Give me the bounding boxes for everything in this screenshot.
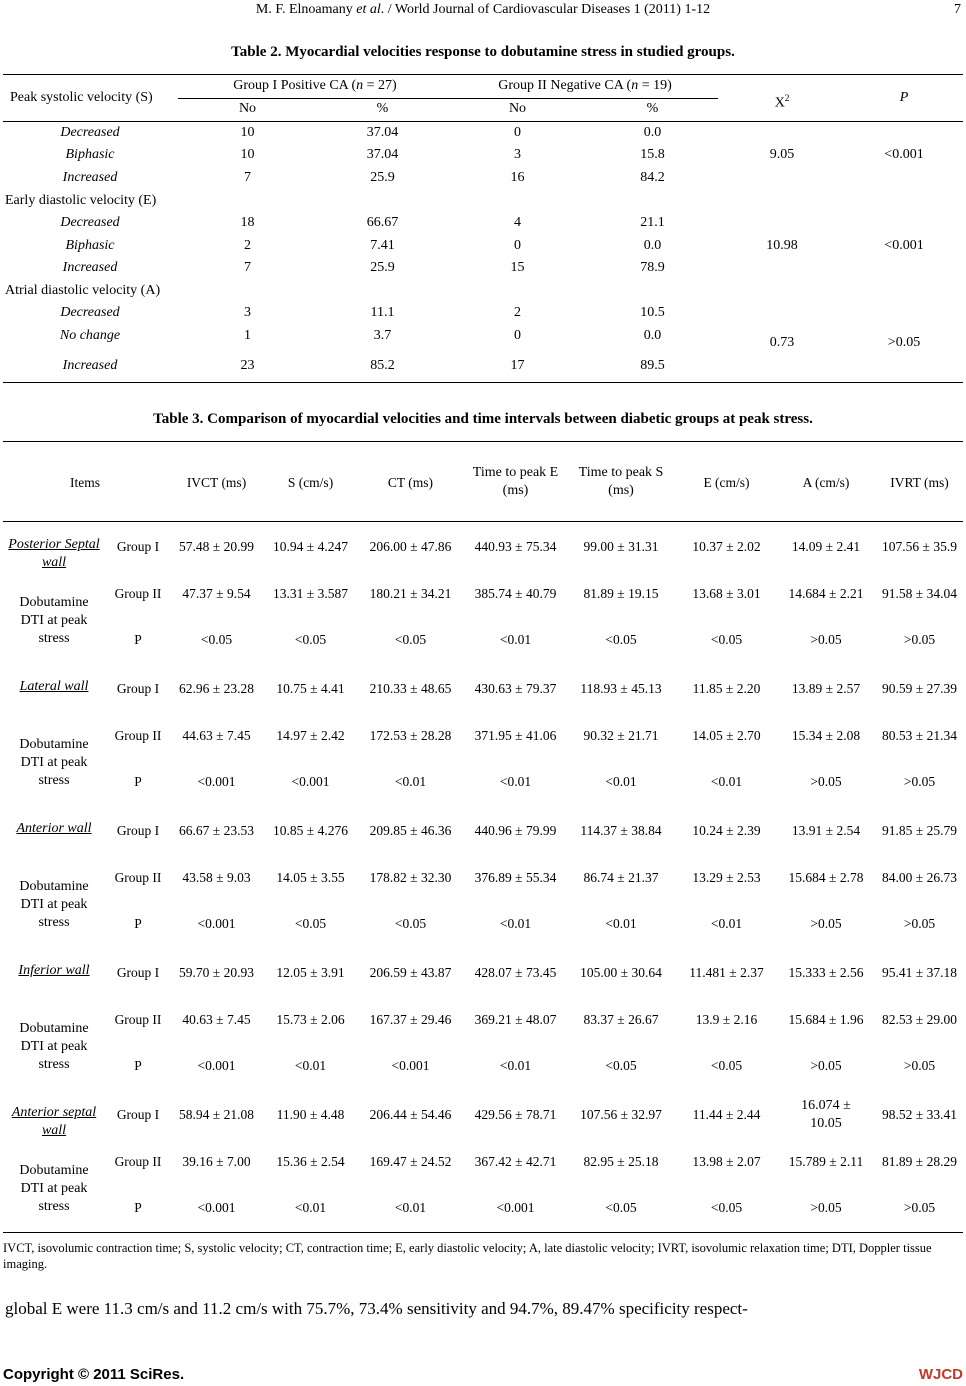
header-author: M. F. Elnoamany (255, 2, 353, 17)
table-cell: >0.05 (810, 632, 842, 647)
g2-n: n (631, 78, 639, 93)
t2-cell: 2 (514, 305, 521, 320)
t2-cell: 16 (510, 170, 525, 185)
table3-caption: Table 3. Comparison of myocardial velocities and time intervals between diabetic groups at peak stress. (153, 411, 813, 427)
table-cell: <0.05 (294, 916, 327, 931)
table-cell: 44.63 ± 7.45 (182, 728, 251, 743)
t2-cell: 0.0 (643, 125, 662, 140)
table-cell: <0.05 (710, 1200, 743, 1215)
table-cell: <0.01 (394, 774, 427, 789)
table-cell: <0.01 (394, 1200, 427, 1215)
table-cell: 11.481 ± 2.37 (689, 965, 764, 980)
segment-name: Lateral wall (19, 679, 89, 694)
t3-header-ivrt: IVRT (ms) (890, 475, 949, 490)
t2-cell: 10 (240, 147, 255, 162)
group-label: Group II (114, 1012, 162, 1027)
table-cell: 13.91 ± 2.54 (791, 823, 861, 838)
table-cell: 14.05 ± 2.70 (692, 728, 761, 743)
g1-n: n (356, 78, 364, 93)
table-cell: 47.37 ± 9.54 (182, 586, 251, 601)
t2-row-label: Increased (62, 358, 118, 373)
t2-cell: 10 (240, 125, 255, 140)
table-cell: 206.59 ± 43.87 (369, 965, 452, 980)
table-cell: <0.05 (294, 632, 327, 647)
t2-cell: 15 (510, 260, 525, 275)
table-cell: <0.01 (499, 774, 532, 789)
table-cell: 15.333 ± 2.56 (788, 965, 864, 980)
dobutamine-label: Dobutamine DTI at peak stress (19, 1163, 89, 1214)
t3-header-items: Items (70, 475, 100, 490)
table-cell: 180.21 ± 34.21 (369, 586, 452, 601)
g1-b: = 27) (363, 78, 397, 93)
table-cell: 12.05 ± 3.91 (276, 965, 345, 980)
t2-cell: 37.04 (366, 125, 399, 140)
t2-p-value: >0.05 (887, 335, 921, 350)
table3-bottom-rule (3, 1232, 963, 1233)
table-cell: <0.01 (499, 632, 532, 647)
table-cell: <0.001 (197, 774, 236, 789)
journal-abbr: WJCD (918, 1366, 963, 1383)
table-cell: 15.36 ± 2.54 (276, 1154, 345, 1169)
t2-cell: 0.0 (643, 328, 662, 343)
table-cell: 206.44 ± 54.46 (369, 1107, 452, 1122)
table2-g2-no: No (508, 101, 527, 116)
x2-sup: 2 (784, 93, 790, 103)
group-label: Group I (116, 681, 160, 696)
t2-cell: 15.8 (640, 147, 665, 162)
table-cell: 43.58 ± 9.03 (182, 870, 251, 885)
t3-header-tpe: Time to peak E (ms) (472, 465, 559, 498)
table-cell: >0.05 (810, 1058, 842, 1073)
table-cell: 80.53 ± 21.34 (882, 728, 957, 743)
table-cell: <0.05 (394, 632, 427, 647)
table-cell: 16.074 ± 10.05 (801, 1098, 851, 1131)
table-cell: 98.52 ± 33.41 (882, 1107, 957, 1122)
table-cell: 82.53 ± 29.00 (882, 1012, 957, 1027)
table-cell: 178.82 ± 32.30 (369, 870, 452, 885)
table-cell: 440.96 ± 79.99 (474, 823, 557, 838)
header-journal: . / World Journal of Cardiovascular Diseases 1 (2011) 1-12 (380, 2, 711, 17)
t2-p-value: <0.001 (884, 147, 924, 162)
table-cell: <0.001 (197, 1200, 236, 1215)
page-header (0, 0, 966, 22)
table2-x2-header (720, 89, 844, 113)
table2-top-rule (3, 74, 963, 75)
table-cell: 367.42 ± 42.71 (474, 1154, 557, 1169)
table-cell: 13.98 ± 2.07 (692, 1154, 761, 1169)
t3-header-s: S (cm/s) (287, 475, 334, 490)
table-cell: 91.58 ± 34.04 (882, 586, 957, 601)
t2-cell: 89.5 (640, 358, 665, 373)
table-cell: <0.001 (197, 916, 236, 931)
header-etal: et al (356, 2, 381, 17)
table-cell: 15.34 ± 2.08 (791, 728, 861, 743)
table-cell: 15.684 ± 1.96 (788, 1012, 864, 1027)
table-cell: 39.16 ± 7.00 (182, 1154, 251, 1169)
table-cell: 169.47 ± 24.52 (369, 1154, 452, 1169)
t2-x2-value: 10.98 (766, 238, 798, 253)
table-cell: 15.789 ± 2.11 (788, 1154, 864, 1169)
g2-b: = 19) (638, 78, 672, 93)
table-cell: 40.63 ± 7.45 (182, 1012, 251, 1027)
table-cell: 107.56 ± 35.9 (882, 539, 957, 554)
group-label: Group I (116, 539, 160, 554)
t2-cell: 0 (514, 125, 521, 140)
group-label: P (134, 1200, 142, 1215)
table-cell: 210.33 ± 48.65 (369, 681, 452, 696)
table-cell: <0.001 (291, 774, 330, 789)
t2-cell: 85.2 (370, 358, 395, 373)
table-cell: <0.01 (499, 916, 532, 931)
t2-cell: 0 (514, 238, 521, 253)
table-cell: <0.05 (200, 632, 233, 647)
t2-cell: 37.04 (366, 147, 399, 162)
table-cell: 429.56 ± 78.71 (474, 1107, 557, 1122)
segment-name: Inferior wall (18, 963, 90, 978)
table-cell: 440.93 ± 75.34 (474, 539, 557, 554)
table-cell: <0.01 (294, 1058, 327, 1073)
table-cell: 15.684 ± 2.78 (788, 870, 864, 885)
group-label: Group I (116, 965, 160, 980)
table-cell: <0.01 (710, 774, 743, 789)
table-cell: 82.95 ± 25.18 (583, 1154, 659, 1169)
table-cell: 81.89 ± 28.29 (882, 1154, 957, 1169)
group-label: Group I (116, 1107, 160, 1122)
group-label: Group II (114, 728, 162, 743)
table-cell: 99.00 ± 31.31 (583, 539, 659, 554)
t2-cell: 7 (244, 170, 251, 185)
table-cell: 10.94 ± 4.247 (273, 539, 348, 554)
t2-cell: 3 (244, 305, 251, 320)
t2-cell: 18 (240, 215, 255, 230)
table-cell: 57.48 ± 20.99 (179, 539, 254, 554)
table-cell: <0.01 (499, 1058, 532, 1073)
table-cell: >0.05 (810, 1200, 842, 1215)
segment-name: Posterior Septal wall (8, 537, 100, 570)
table2-g1-no: No (238, 101, 257, 116)
page-number: 7 (954, 2, 961, 17)
table-cell: 428.07 ± 73.45 (474, 965, 557, 980)
t2-row-label: Decreased (60, 215, 120, 230)
t2-cell: 66.67 (366, 215, 399, 230)
table-cell: 13.31 ± 3.587 (273, 586, 348, 601)
table2-g2-pct: % (646, 101, 659, 116)
t2-row-label: No change (59, 328, 121, 343)
table-cell: 14.684 ± 2.21 (788, 586, 864, 601)
table-cell: <0.01 (294, 1200, 327, 1215)
table-cell: >0.05 (903, 916, 936, 931)
table-cell: >0.05 (903, 1058, 936, 1073)
table-cell: 95.41 ± 37.18 (882, 965, 957, 980)
group-label: P (134, 774, 142, 789)
t2-cell: 10.5 (640, 305, 665, 320)
table-cell: 369.21 ± 48.07 (474, 1012, 557, 1027)
t2-row-label: Biphasic (65, 147, 115, 162)
t3-header-ivct: IVCT (ms) (186, 475, 247, 490)
table-cell: 13.89 ± 2.57 (791, 681, 861, 696)
dobutamine-label: Dobutamine DTI at peak stress (19, 1021, 89, 1072)
t2-cell: 25.9 (370, 170, 395, 185)
t2-row-label: Increased (62, 170, 118, 185)
table-cell: 90.59 ± 27.39 (882, 681, 957, 696)
table2-p-header: P (899, 90, 909, 105)
t2-cell: 21.1 (640, 215, 665, 230)
t3-header-e: E (cm/s) (703, 475, 750, 490)
table-cell: <0.001 (391, 1058, 430, 1073)
t2-section-title: Atrial diastolic velocity (A) (5, 283, 161, 298)
table2-caption: Table 2. Myocardial velocities response to dobutamine stress in studied groups. (231, 44, 735, 60)
t2-x2-value: 9.05 (769, 147, 795, 162)
t2-cell: 25.9 (370, 260, 395, 275)
table-cell: 10.75 ± 4.41 (276, 681, 345, 696)
table-cell: 91.85 ± 25.79 (882, 823, 957, 838)
copyright: Copyright © 2011 SciRes. (3, 1366, 185, 1383)
table-cell: <0.01 (710, 916, 743, 931)
group-label: P (134, 916, 142, 931)
dobutamine-label: Dobutamine DTI at peak stress (19, 879, 89, 930)
table-cell: 385.74 ± 40.79 (474, 586, 557, 601)
t2-cell: 1 (244, 328, 251, 343)
table-cell: <0.05 (394, 916, 427, 931)
table2-bottom-rule (3, 382, 963, 383)
t2-cell: 84.2 (640, 170, 665, 185)
t2-cell: 7 (244, 260, 251, 275)
g1-a: Group I Positive CA ( (233, 78, 357, 93)
table-cell: <0.05 (605, 1200, 637, 1215)
table-cell: 13.29 ± 2.53 (692, 870, 761, 885)
group-label: P (134, 632, 142, 647)
table-cell: 83.37 ± 26.67 (583, 1012, 659, 1027)
table-cell: 58.94 ± 21.08 (179, 1107, 254, 1122)
table-cell: 430.63 ± 79.37 (474, 681, 557, 696)
table-cell: 107.56 ± 32.97 (580, 1107, 662, 1122)
group-label: Group II (114, 1154, 162, 1169)
t2-row-label: Decreased (60, 305, 120, 320)
t3-header-ct: CT (ms) (387, 475, 434, 490)
table2-group2-header (450, 77, 720, 95)
table-cell: >0.05 (903, 774, 936, 789)
table-cell: <0.01 (605, 916, 637, 931)
table-cell: 14.05 ± 3.55 (276, 870, 345, 885)
x2-a: X (774, 95, 785, 111)
t2-x2-value: 0.73 (769, 335, 795, 350)
running-title (0, 2, 966, 18)
table-cell: 81.89 ± 19.15 (583, 586, 659, 601)
table-cell: >0.05 (903, 632, 936, 647)
table-cell: 167.37 ± 29.46 (369, 1012, 452, 1027)
body-text-line: global E were 11.3 cm/s and 11.2 cm/s with 75.7%, 73.4% sensitivity and 94.7%, 89.47% specificity respect- (5, 1299, 748, 1318)
dobutamine-label: Dobutamine DTI at peak stress (19, 737, 89, 788)
table-cell: 59.70 ± 20.93 (179, 965, 254, 980)
table2-header-rule (3, 121, 963, 122)
t2-cell: 78.9 (640, 260, 665, 275)
table-cell: 118.93 ± 45.13 (580, 681, 662, 696)
dobutamine-label: Dobutamine DTI at peak stress (19, 595, 89, 646)
table-cell: 14.97 ± 2.42 (276, 728, 345, 743)
t2-row-label: Biphasic (65, 238, 115, 253)
table-cell: <0.05 (605, 632, 637, 647)
table-cell: <0.001 (197, 1058, 236, 1073)
group-label: Group I (116, 823, 160, 838)
table-cell: 10.37 ± 2.02 (692, 539, 761, 554)
t2-cell: 23 (240, 358, 255, 373)
table3-footnote: IVCT, isovolumic contraction time; S, systolic velocity; CT, contraction time; E, early diastolic velocity; A, late diastolic velocity; IVRT, isovolumic relaxation time; DTI, Doppler tissue imaging. (3, 1241, 932, 1271)
table-cell: <0.001 (496, 1200, 535, 1215)
t2-cell: 3 (514, 147, 521, 162)
table-cell: 13.68 ± 3.01 (692, 586, 761, 601)
group-label: P (134, 1058, 142, 1073)
t2-cell: 17 (510, 358, 525, 373)
table-cell: 105.00 ± 30.64 (580, 965, 662, 980)
table-cell: 11.90 ± 4.48 (276, 1107, 345, 1122)
t2-section-title: Early diastolic velocity (E) (5, 193, 157, 208)
t2-row-label: Decreased (60, 125, 120, 140)
t2-cell: 2 (244, 238, 251, 253)
table-cell: >0.05 (810, 774, 842, 789)
table-cell: 114.37 ± 38.84 (580, 823, 662, 838)
table-cell: 66.67 ± 23.53 (179, 823, 254, 838)
table3-top-rule (3, 441, 963, 442)
table-cell: 13.9 ± 2.16 (695, 1012, 758, 1027)
table2-group1-header (180, 77, 450, 95)
segment-name: Anterior septal wall (11, 1105, 97, 1138)
table-cell: 376.89 ± 55.34 (474, 870, 557, 885)
group-label: Group II (114, 870, 162, 885)
table-cell: 10.85 ± 4.276 (273, 823, 348, 838)
table-cell: 206.00 ± 47.86 (369, 539, 452, 554)
t2-cell: 0 (514, 328, 521, 343)
t2-cell: 7.41 (370, 238, 395, 253)
table-cell: 11.85 ± 2.20 (692, 681, 761, 696)
table-cell: >0.05 (903, 1200, 936, 1215)
group-label: Group II (114, 586, 162, 601)
table2-g1-pct: % (376, 101, 389, 116)
table-cell: 15.73 ± 2.06 (276, 1012, 345, 1027)
table2-col-label: Peak systolic velocity (S) (10, 90, 153, 105)
table-cell: 10.24 ± 2.39 (692, 823, 761, 838)
table-cell: 86.74 ± 21.37 (583, 870, 659, 885)
t2-cell: 3.7 (373, 328, 392, 343)
t2-cell: 11.1 (370, 305, 395, 320)
table2-group-rule (178, 98, 718, 99)
table-cell: 14.09 ± 2.41 (791, 539, 861, 554)
table-cell: <0.05 (605, 1058, 637, 1073)
table-cell: 209.85 ± 46.36 (369, 823, 452, 838)
segment-name: Anterior wall (16, 821, 92, 836)
g2-a: Group II Negative CA ( (498, 78, 632, 93)
t2-row-label: Increased (62, 260, 118, 275)
table-cell: 371.95 ± 41.06 (474, 728, 557, 743)
table-cell: <0.05 (710, 632, 743, 647)
table3-header-rule (3, 521, 963, 522)
t2-cell: 4 (514, 215, 521, 230)
t2-cell: 0.0 (643, 238, 662, 253)
t3-header-a: A (cm/s) (802, 475, 850, 490)
table-cell: 90.32 ± 21.71 (583, 728, 659, 743)
table-cell: 172.53 ± 28.28 (369, 728, 452, 743)
table-cell: 62.96 ± 23.28 (179, 681, 254, 696)
table-cell: 11.44 ± 2.44 (692, 1107, 761, 1122)
t2-p-value: <0.001 (884, 238, 924, 253)
table-cell: 84.00 ± 26.73 (882, 870, 957, 885)
table-cell: <0.05 (710, 1058, 743, 1073)
table-cell: >0.05 (810, 916, 842, 931)
t3-header-tps: Time to peak S (ms) (578, 465, 664, 498)
table-cell: <0.01 (605, 774, 637, 789)
